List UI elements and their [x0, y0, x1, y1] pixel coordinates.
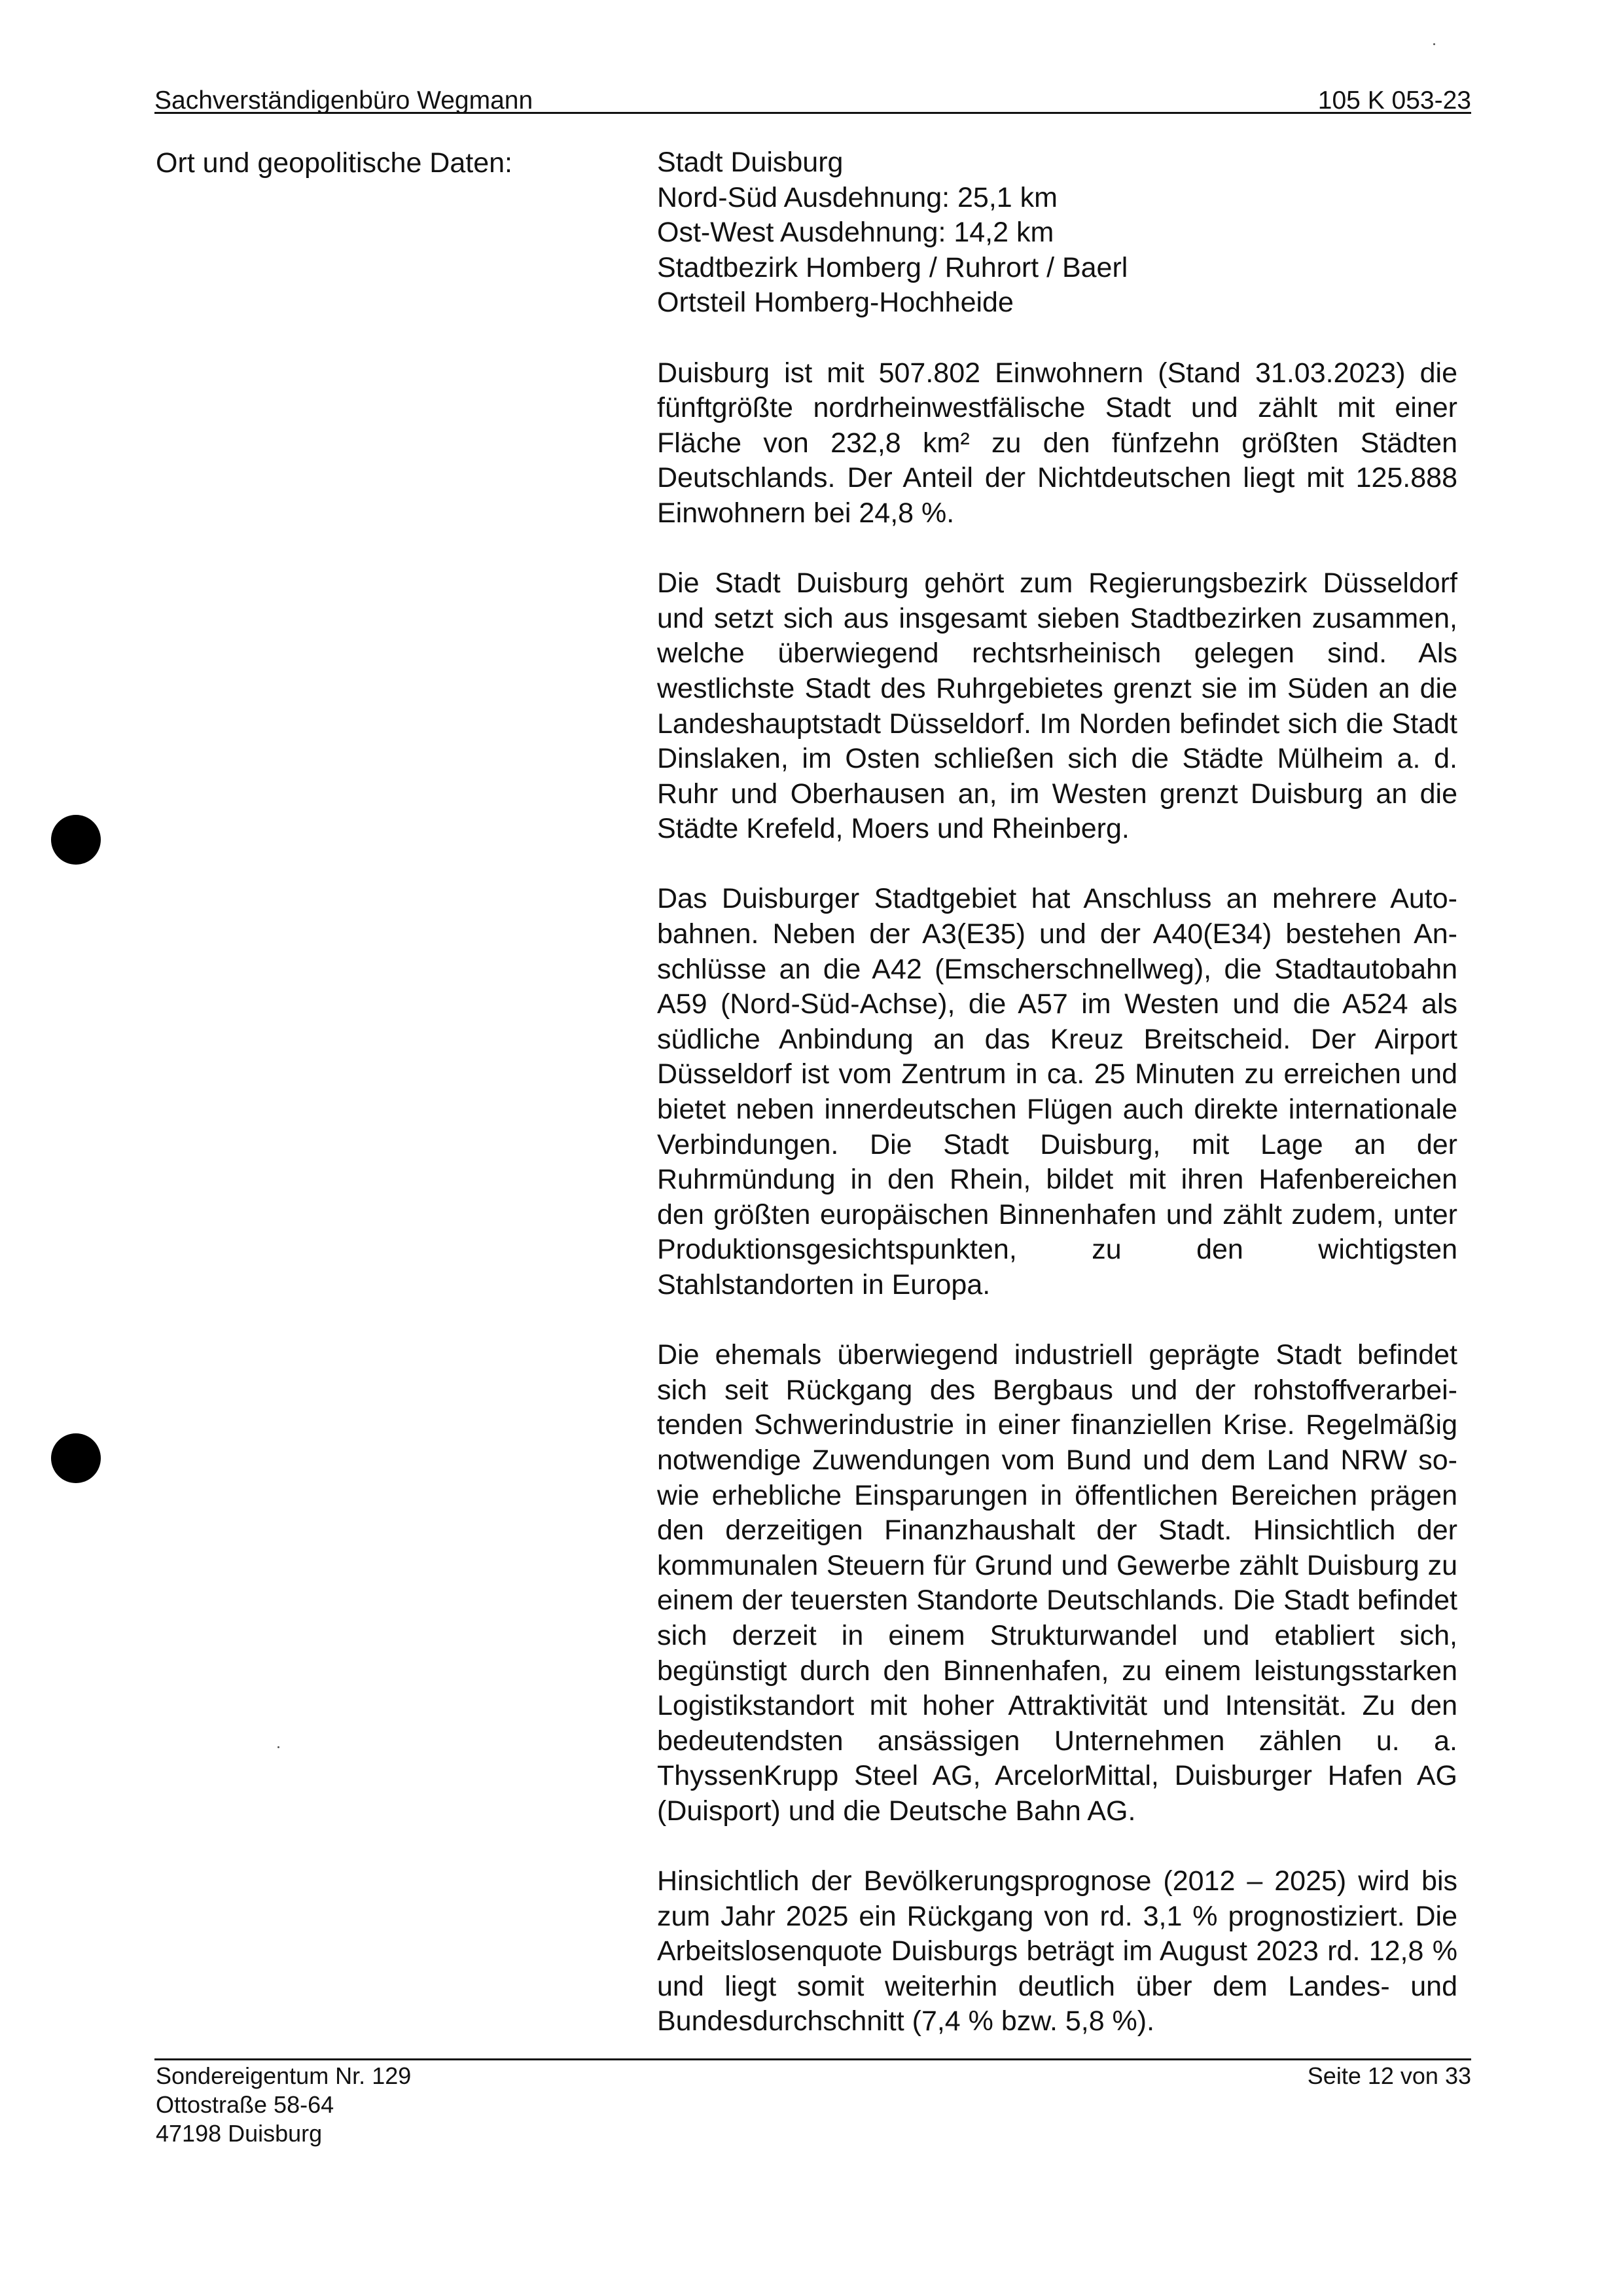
footer-address-line: 47198 Duisburg: [156, 2120, 323, 2147]
paragraph-transport: Das Duisburger Stadtgebiet hat Anschluss an mehrere Autobahnen. Neben der A3(E35) und der A40(E34) bestehen Anschlüsse an die A42 (Emscherschnellweg), die Stadtautobahn A59 (Nord-Süd-Achse), die A57 im Westen und die A524 als südliche Anbindung an das Kreuz Breitscheid. Der Airport Düsseldorf ist vom Zentrum in ca. 25 Minuten zu erreichen und bietet neben innerdeutschen Flügen auch direkte internationale Verbindungen. Die Stadt Duisburg, mit Lage an der Ruhrmündung in den Rhein, bildet mit ihren Hafenbereichen den größten europäischen Binnenhafen und zählt zudem, unter Produktionsgesichtspunkten, zu den wichtigsten Stahlstandorten in Europa.: [657, 883, 1457, 1300]
paragraph-economy: Die ehemals überwiegend industriell geprägte Stadt befindet sich seit Rückgang des Bergbaus und der rohstoffverarbeitenden Schwerindustrie in einer finanziellen Krise. Regelmäßig notwendige Zuwendungen vom Bund und dem Land NRW so-wie erhebliche Einsparungen in öffentlichen Bereichen prägen den derzeitigen Finanzhaushalt der Stadt. Hinsichtlich der kommunalen Steuern für Grund und Gewerbe zählt Duisburg zu einem der teuersten Standorte Deutschlands. Die Stadt befindet sich derzeit in einem Strukturwandel und etabliert sich, begünstigt durch den Binnenhafen, zu einem leistungsstarken Logistikstandort mit hoher Attraktivität und Intensität. Zu den bedeutendsten ansässigen Unternehmen zählen u. a. ThyssenKrupp Steel AG, ArcelorMittal, Duisburger Hafen AG (Duisport) und die Deutsche Bahn AG.: [657, 1339, 1457, 1827]
page-number: Seite 12 von 33: [1307, 2062, 1471, 2089]
location-line: Ost-West Ausdehnung: 14,2 km: [657, 217, 1054, 249]
location-line: Stadtbezirk Homberg / Ruhrort / Baerl: [657, 251, 1128, 283]
header-rule: [154, 112, 1471, 114]
paragraph-forecast: Hinsichtlich der Bevölkerungsprognose (2012 – 2025) wird bis zum Jahr 2025 ein Rückgang von rd. 3,1 % prognostiziert. Die Arbeitslosenquote Duisburgs beträgt im August 2023 rd. 12,8 % und liegt somit weiterhin deutlich über dem Landes- und Bundesdurchschnitt (7,4 % bzw. 5,8 %).: [657, 1865, 1457, 2037]
punch-hole: [51, 1433, 101, 1483]
punch-hole: [51, 815, 101, 865]
paragraph-population: Duisburg ist mit 507.802 Einwohnern (Stand 31.03.2023) die fünftgrößte nordrheinwestfälische Stadt und zählt mit einer Fläche von 232,8 km² zu den fünfzehn größten Städten Deutschlands. Der Anteil der Nichtdeutschen liegt mit 125.888 Einwohnern bei 24,8 %.: [657, 357, 1457, 529]
header-office-name: Sachverständigenbüro Wegmann: [154, 86, 533, 115]
scan-speck: [277, 1746, 279, 1748]
footer-address-line: Ottostraße 58-64: [156, 2091, 334, 2118]
paragraph-administration: Die Stadt Duisburg gehört zum Regierungsbezirk Düsseldorf und setzt sich aus insgesamt sieben Stadtbezirken zusammen, welche überwiegend rechtsrheinisch gelegen sind. Als westlichste Stadt des Ruhrgebietes grenzt sie im Süden an die Landeshauptstadt Düsseldorf. Im Norden befindet sich die Stadt Dinslaken, im Osten schließen sich die Städte Mülheim a. d. Ruhr und Oberhausen an, im Westen grenzt Duisburg an die Städte Krefeld, Moers und Rheinberg.: [657, 567, 1457, 845]
scan-speck: [1433, 43, 1435, 45]
location-line: Nord-Süd Ausdehnung: 25,1 km: [657, 181, 1058, 213]
location-block: [657, 145, 1457, 321]
page-footer: [156, 2062, 1471, 2148]
header-file-number: 105 K 053-23: [1317, 86, 1471, 115]
location-line: Stadt Duisburg: [657, 147, 844, 178]
footer-rule: [154, 2058, 1471, 2060]
location-line: Ortsteil Homberg-Hochheide: [657, 287, 1014, 319]
page-header: [154, 80, 1471, 114]
section-content: [657, 145, 1457, 2075]
footer-address-line: Sondereigentum Nr. 129: [156, 2062, 412, 2089]
section-label: Ort und geopolitische Daten:: [156, 147, 512, 179]
